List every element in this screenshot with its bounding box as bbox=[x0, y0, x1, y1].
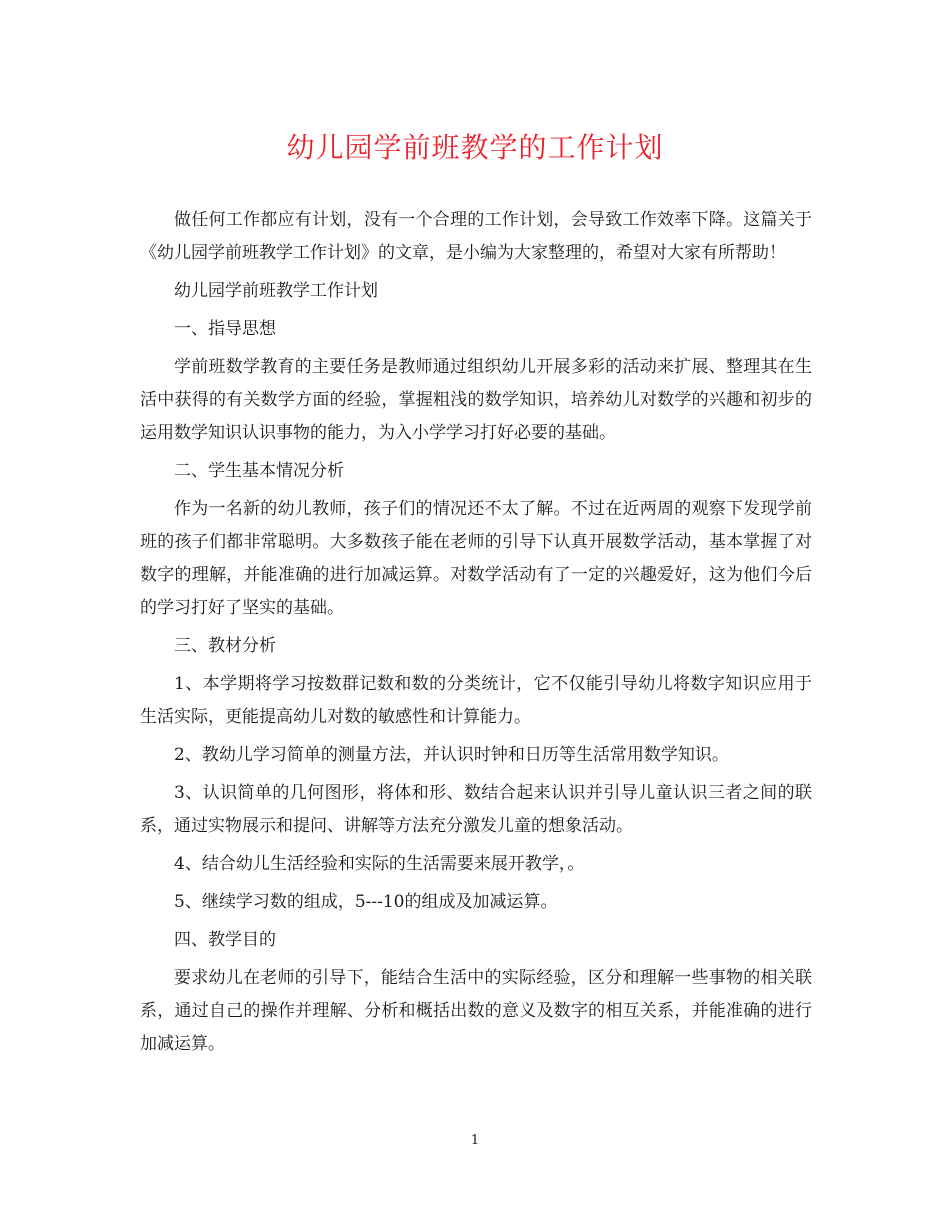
guiding-thought-paragraph: 学前班数学教育的主要任务是教师通过组织幼儿开展多彩的活动来扩展、整理其在生活中获得的有关数学方面的经验，掌握粗浅的数学知识，培养幼儿对数学的兴趣和初步的运用数学知识认识事物的能力，为入小学学习打好必要的基础。 bbox=[140, 357, 812, 443]
material-item-3: 3、认识简单的几何图形，将体和形、数结合起来认识并引导儿童认识三者之间的联系，通过实物展示和提问、讲解等方法充分激发儿童的想象活动。 bbox=[140, 783, 812, 836]
document-title: 幼儿园学前班教学的工作计划 bbox=[286, 131, 664, 164]
teaching-goals-paragraph: 要求幼儿在老师的引导下，能结合生活中的实际经验，区分和理解一些事物的相关联系，通过自己的操作并理解、分析和概括出数的意义及数字的相互关系，并能准确的进行加减运算。 bbox=[140, 968, 812, 1054]
document-body bbox=[140, 204, 812, 1066]
intro-paragraph: 做任何工作都应有计划，没有一个合理的工作计划，会导致工作效率下降。这篇关于《幼儿园学前班教学工作计划》的文章，是小编为大家整理的，希望对大家有所帮助！ bbox=[140, 210, 812, 263]
section-heading-teaching-goals: 四、教学目的 bbox=[174, 930, 276, 950]
material-item-2: 2、教幼儿学习简单的测量方法，并认识时钟和日历等生活常用数学知识。 bbox=[174, 745, 729, 765]
material-item-1: 1、本学期将学习按数群记数和数的分类统计，它不仅能引导幼儿将数字知识应用于生活实际，更能提高幼儿对数的敏感性和计算能力。 bbox=[140, 674, 812, 727]
section-heading-student-analysis: 二、学生基本情况分析 bbox=[174, 461, 344, 481]
material-item-5: 5、继续学习数的组成，5---10的组成及加减运算。 bbox=[174, 892, 558, 912]
subtitle-paragraph: 幼儿园学前班教学工作计划 bbox=[174, 281, 378, 301]
section-heading-guiding-thought: 一、指导思想 bbox=[174, 319, 276, 339]
section-heading-material-analysis: 三、教材分析 bbox=[174, 636, 276, 656]
page-number: 1 bbox=[470, 1133, 480, 1148]
student-analysis-paragraph: 作为一名新的幼儿教师，孩子们的情况还不太了解。不过在近两周的观察下发现学前班的孩子们都非常聪明。大多数孩子能在老师的引导下认真开展数学活动，基本掌握了对数字的理解，并能准确的进行加减运算。对数学活动有了一定的兴趣爱好，这为他们今后的学习打好了坚实的基础。 bbox=[140, 499, 812, 618]
material-item-4: 4、结合幼儿生活经验和实际的生活需要来展开教学，。 bbox=[174, 854, 585, 874]
